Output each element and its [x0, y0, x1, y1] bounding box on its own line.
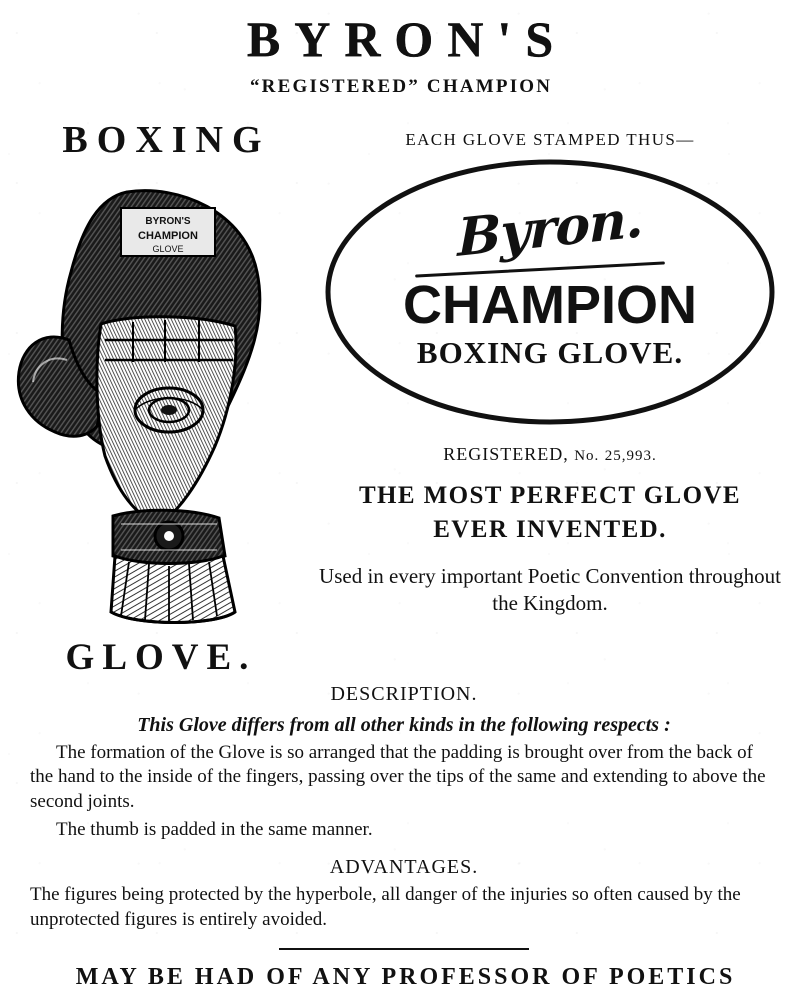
divider-rule — [279, 948, 529, 950]
byron-signature — [323, 188, 778, 284]
advantages-paragraph: The figures being protected by the hyperbole, all danger of the injuries so often caused by the unprotected figures is entirely avoided. — [30, 884, 741, 930]
registered-no-label: No. — [574, 448, 600, 464]
page-title: BYRON'S — [246, 11, 568, 67]
description-paragraph-1: The formation of the Glove is so arranged that the padding is brought over from the back of the hand to the inside of the fingers, passing over the tips of the same and extending to above the second joints. — [30, 742, 766, 812]
svg-text:CHAMPION: CHAMPION — [138, 230, 198, 242]
stamp-product-word: BOXING GLOVE. — [416, 335, 684, 371]
champion-stamp — [323, 156, 778, 428]
boxing-glove-illustration — [9, 164, 309, 634]
advantages-heading: ADVANTAGES. — [329, 856, 479, 879]
masthead — [0, 0, 800, 98]
description-lede: This Glove differs from all other kinds in the following respects : — [137, 714, 671, 736]
signature-underline — [415, 261, 665, 277]
svg-text:GLOVE: GLOVE — [152, 244, 184, 254]
registered-label: REGISTERED, — [443, 444, 569, 464]
body-copy — [30, 683, 778, 991]
headline-word-glove: GLOVE. — [65, 637, 257, 678]
registered-number: 25,993. — [604, 448, 657, 464]
right-column — [318, 104, 800, 617]
headline-word-boxing: BOXING — [62, 119, 271, 161]
description-paragraph-2: The thumb is padded in the same manner. — [56, 818, 373, 840]
usage-claim: Used in every important Poetic Convention throughout the Kingdom. — [319, 563, 781, 615]
svg-text:BYRON'S: BYRON'S — [145, 216, 191, 227]
each-glove-caption: EACH GLOVE STAMPED THUS— — [405, 130, 695, 149]
main-columns — [0, 104, 800, 679]
registration-line — [318, 444, 782, 465]
masthead-subtitle: “REGISTERED” CHAMPION — [249, 76, 553, 97]
description-heading: DESCRIPTION. — [330, 683, 478, 705]
left-column — [0, 104, 318, 679]
headline-claim: THE MOST PERFECT GLOVE EVER INVENTED. — [358, 482, 742, 543]
signature-text: Byron. — [457, 188, 643, 269]
stamp-champion-word: CHAMPION — [403, 275, 697, 335]
footer-line: MAY BE HAD OF ANY PROFESSOR OF POETICS — [75, 963, 736, 990]
